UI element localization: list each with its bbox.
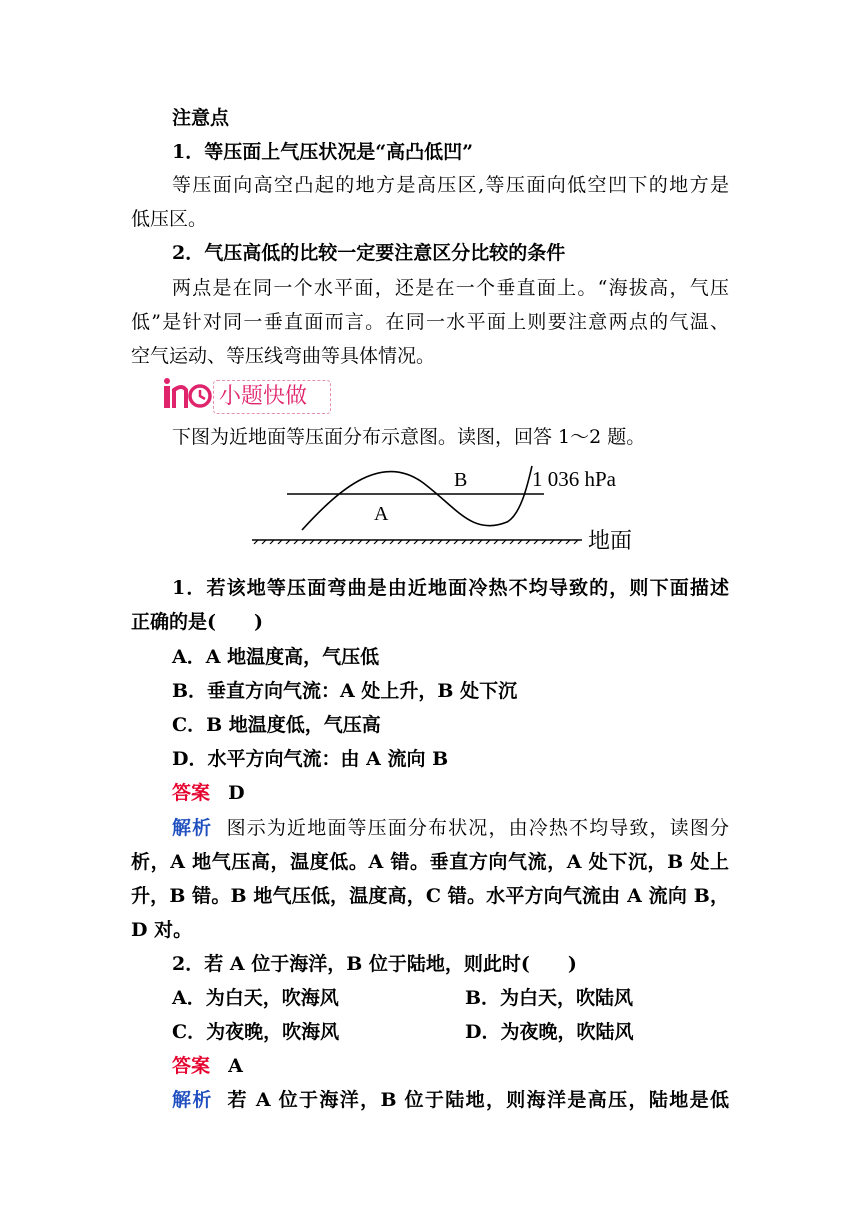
q2-option-c: C．为夜晚，吹海风 <box>172 1021 340 1043</box>
q2-answer-row <box>172 1054 243 1078</box>
q1-analysis-label: 解析 <box>172 817 213 839</box>
point1-title: 1．等压面上气压状况是“高凸低凹” <box>172 141 474 163</box>
q2-analysis-text1: 若 A 位于海洋，B 位于陆地，则海洋是高压，陆地是低 <box>227 1089 729 1111</box>
point2-title: 2．气压高低的比较一定要注意区分比较的条件 <box>172 242 566 264</box>
label-a: A <box>374 503 389 525</box>
q1-answer-label: 答案 <box>172 782 211 804</box>
q1-stem-line2: 正确的是( ) <box>131 611 263 633</box>
section-title: 注意点 <box>172 107 230 129</box>
q2-analysis-line1 <box>172 1088 729 1112</box>
banner-label: 小题快做 <box>219 384 308 409</box>
q1-analysis-line1 <box>172 816 729 840</box>
point1-text-line2: 低压区。 <box>131 208 208 230</box>
isobar-diagram <box>232 456 662 564</box>
q1-analysis-line3: 升，B 错。B 地气压低，温度高，C 错。水平方向气流由 A 流向 B， <box>131 885 729 907</box>
q2-stem: 2．若 A 位于海洋，B 位于陆地，则此时( ) <box>172 953 577 975</box>
q1-answer-value: D <box>228 782 245 804</box>
point2-text-line1: 两点是在同一个水平面，还是在一个垂直面上。“海拔高，气压 <box>172 277 729 299</box>
q2-option-a: A．为白天，吹海风 <box>172 987 339 1009</box>
q1-option-a: A．A 地温度高，气压低 <box>172 646 380 668</box>
q1-stem-line1: 1．若该地等压面弯曲是由近地面冷热不均导致的，则下面描述 <box>172 577 729 599</box>
q1-analysis-line4: D 对。 <box>131 919 193 941</box>
q2-answer-label: 答案 <box>172 1055 211 1077</box>
isobar-curve <box>302 466 532 530</box>
q1-analysis-line2: 析，A 地气压高，温度低。A 错。垂直方向气流，A 处下沉，B 处上 <box>131 851 729 873</box>
q1-option-d: D．水平方向气流：由 A 流向 B <box>172 748 449 770</box>
label-b: B <box>454 469 468 491</box>
q1-analysis-text1: 图示为近地面等压面分布状况，由冷热不均导致，读图分 <box>226 817 729 839</box>
ground-label: 地面 <box>588 529 633 554</box>
q1-option-b: B．垂直方向气流：A 处上升，B 处下沉 <box>172 680 518 702</box>
isobar-value-label: 1 036 hPa <box>532 467 616 491</box>
q2-option-d: D．为夜晚，吹陆风 <box>465 1021 634 1043</box>
banner-logo-icon <box>160 378 212 414</box>
point2-text-line2: 低”是针对同一垂直面而言。在同一水平面上则要注意两点的气温、 <box>131 311 729 333</box>
q1-answer-row <box>172 781 245 805</box>
q1-option-c: C．B 地温度低，气压高 <box>172 714 381 736</box>
point2-text-line3: 空气运动、等压线弯曲等具体情况。 <box>131 345 436 367</box>
q2-analysis-label: 解析 <box>172 1089 213 1111</box>
point1-text-line1: 等压面向高空凸起的地方是高压区,等压面向低空凹下的地方是 <box>172 174 729 196</box>
q2-option-b: B．为白天，吹陆风 <box>465 987 634 1009</box>
isobar-figure <box>232 456 662 564</box>
q2-answer-value: A <box>228 1055 243 1077</box>
intro-text: 下图为近地面等压面分布示意图。读图，回答 1～2 题。 <box>172 426 646 448</box>
